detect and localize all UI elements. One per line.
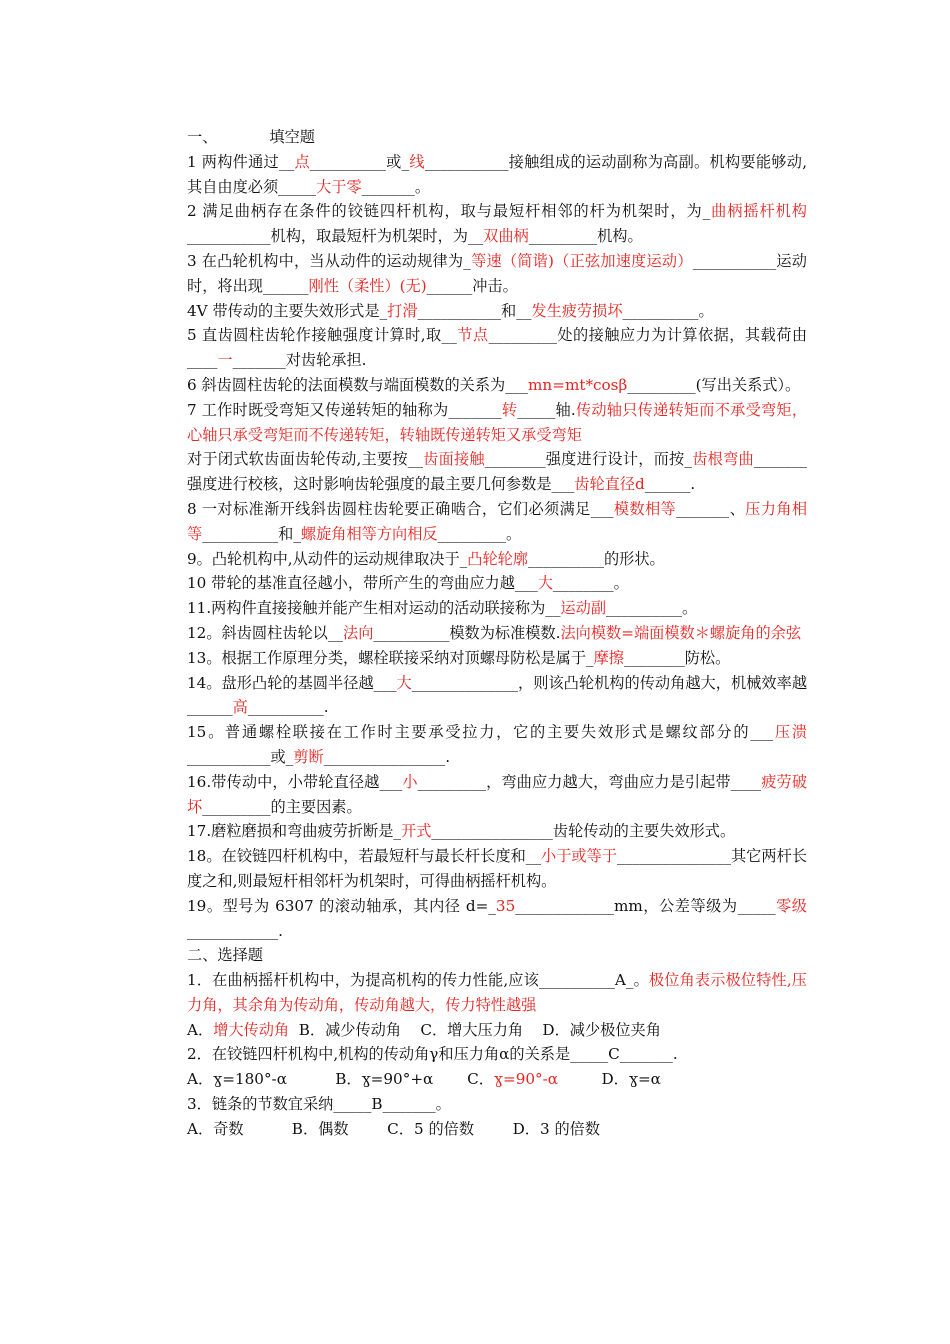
- question-text: 10 带轮的基准直径越小，带所产生的弯曲应力越___: [187, 574, 538, 593]
- fill-blank-item: [187, 447, 807, 497]
- question-text: 4V 带传动的主要失效形式是_: [187, 301, 388, 320]
- question-text: 8 一对标准渐开线斜齿圆柱齿轮要正确啮合，它们必须满足___: [187, 499, 614, 518]
- question-text: ___________或_: [187, 747, 294, 766]
- answer-text: 双曲柄: [483, 227, 529, 246]
- fill-blank-item: [187, 621, 807, 646]
- question-text: ___________运动时，将出现______: [187, 251, 807, 295]
- question-text: _______强度进行校核，这时影响齿轮强度的最主要几何参数是___: [187, 450, 808, 494]
- answer-text: 转: [501, 400, 518, 419]
- document-body: [187, 125, 807, 1142]
- question-text: ________强度进行设计，而按_: [484, 450, 693, 469]
- answer-text: 运动副: [560, 599, 607, 618]
- question-text: _________(写出关系式）。: [627, 375, 801, 394]
- fill-blank-item: [187, 547, 807, 572]
- question-text: ______.: [644, 475, 696, 494]
- fill-blank-item: [187, 844, 807, 894]
- question-text: _______。: [361, 177, 430, 196]
- question-text: 13。根据工作原理分类，螺栓联接采纳对顶螺母防松是属于_: [187, 648, 594, 667]
- question-text: A．奇数 B．偶数 C．5 的倍数 D．3 的倍数: [187, 1119, 601, 1138]
- question-text: 6 斜齿圆柱齿轮的法面模数与端面模数的关系为___: [187, 375, 529, 394]
- question-text: 12。斜齿圆柱齿轮以__: [187, 623, 344, 642]
- question-text: ________防松。: [623, 648, 731, 667]
- answer-text: 摩擦: [593, 648, 624, 667]
- fill-blank-item: [187, 199, 807, 249]
- question-text: __________的形状。: [528, 549, 665, 568]
- choice-options: [187, 1067, 807, 1092]
- question-text: 15。普通螺栓联接在工作时主要承受拉力，它的主要失效形式是螺纹部分的___: [187, 723, 774, 742]
- question-text: __________模数为标准模数.: [373, 623, 561, 642]
- section-heading-fill-blank: [187, 125, 807, 150]
- answer-text: 刚性（柔性）(无): [308, 276, 427, 295]
- fill-blank-item: [187, 819, 807, 844]
- section-heading-choice: 二、选择题: [187, 946, 263, 965]
- question-text: _______、: [676, 499, 746, 518]
- choice-questions: [187, 968, 807, 1142]
- question-text: 2．在铰链四杆机构中,机构的传动角γ和压力角α的关系是_____C_______.: [187, 1045, 678, 1064]
- fill-blank-item: [187, 323, 807, 373]
- question-text: 2 满足曲柄存在条件的铰链四杆机构，取与最短杆相邻的杆为机架时，为_: [187, 202, 711, 221]
- fill-blank-questions: [187, 150, 807, 944]
- fill-blank-item: [187, 373, 807, 398]
- answer-text: 凸轮轮廓: [467, 549, 529, 568]
- question-text: B．减少传动角 C．增大压力角 D．减少极位夹角: [289, 1020, 661, 1039]
- answer-text: 大于零: [316, 177, 362, 196]
- question-text: ________________.: [323, 747, 451, 766]
- question-text: _________，弯曲应力越大，弯曲应力是引起带____: [417, 772, 762, 791]
- answer-text: 传动轴只传递转矩而不承受弯矩，心轴只承受弯矩而不传递转矩，转轴既传递转矩又承受弯矩: [187, 400, 808, 444]
- question-text: 对于闭式软齿面齿轮传动,主要按__: [187, 450, 423, 469]
- answer-text: 大: [537, 574, 553, 593]
- question-text: 9。凸轮机构中,从动件的运动规律取决于_: [187, 549, 468, 568]
- section-title: 填空题: [269, 128, 315, 146]
- answer-text: 法向: [343, 623, 374, 642]
- question-text: 19。型号为 6307 的滚动轴承，其内径 d=_: [187, 896, 496, 915]
- answer-text: 等速（简谐)（正弦加速度运动）: [470, 251, 693, 270]
- answer-text: 一: [217, 351, 233, 370]
- question-text: 18。在铰链四杆机构中，若最短杆与最长杆长度和__: [187, 847, 541, 866]
- answer-text: 高: [232, 698, 248, 717]
- question-text: _______________其它两杆长度之和,则最短杆相邻杆为机架时，可得曲柄摇杆机构。: [187, 847, 808, 890]
- question-text: 16.带传动中，小带轮直径越___: [187, 772, 403, 791]
- fill-blank-item: [187, 596, 807, 621]
- fill-blank-item: [187, 720, 807, 770]
- fill-blank-item: [187, 646, 807, 671]
- question-text: 5 直齿圆柱齿轮作接触强度计算时,取__: [187, 326, 457, 345]
- answer-text: 大: [396, 673, 412, 692]
- question-text: 11.两构件直接接触并能产生相对运动的活动联接称为__: [187, 599, 561, 618]
- answer-text: 压溃: [773, 723, 807, 742]
- answer-text: 压力角相等: [187, 499, 808, 543]
- choice-question: [187, 1092, 807, 1117]
- fill-blank-item: [187, 299, 807, 324]
- question-text: _________。: [437, 524, 522, 543]
- fill-blank-item: [187, 497, 807, 547]
- choice-question: [187, 1042, 807, 1067]
- question-text: 3．链条的节数宜采纳_____B_______。: [187, 1095, 451, 1114]
- question-text: 14。盘形凸轮的基圆半径越___: [187, 673, 397, 692]
- answer-text: 疲劳破坏: [187, 772, 808, 816]
- question-text: A．: [187, 1020, 214, 1039]
- choice-options: [187, 1018, 807, 1043]
- question-text: __________。: [606, 599, 698, 618]
- answer-text: 模数相等: [613, 499, 677, 518]
- answer-text: 齿根弯曲: [692, 450, 754, 469]
- question-text: __________或_: [309, 152, 410, 171]
- fill-blank-item: [187, 894, 807, 944]
- answer-text: 发生疲劳损坏: [531, 301, 623, 320]
- question-text: ________________齿轮传动的主要失效形式。: [431, 822, 736, 841]
- answer-text: 齿轮直径d: [574, 475, 645, 494]
- question-text: __________。: [622, 301, 714, 320]
- answer-text: 剪断: [293, 747, 324, 766]
- question-text: A．ɣ=180°-α B．ɣ=90°+α C．: [187, 1070, 494, 1089]
- answer-text: 点: [294, 152, 310, 171]
- answer-text: 增大传动角: [213, 1020, 290, 1039]
- question-text: ___________接触组成的运动副称为高副。机构要能够动,其自由度必须_____: [187, 152, 808, 196]
- answer-text: 小: [402, 772, 418, 791]
- question-text: __________和_: [202, 524, 301, 543]
- answer-text: 35: [495, 896, 516, 915]
- question-text: ___________机构，取最短杆为机架时，为__: [187, 227, 484, 246]
- question-text: _________的主要因素。: [202, 797, 362, 816]
- question-text: ________。: [552, 574, 629, 593]
- answer-text: 零级: [775, 896, 807, 915]
- answer-text: 极位角表示极位特性,压力角，其余角为传动角，传动角越大，传力特性越强: [187, 971, 807, 1014]
- question-text: _____________mm，公差等级为_____: [515, 896, 776, 915]
- answer-text: 齿面接触: [422, 450, 485, 469]
- question-text: _________机构。: [528, 227, 643, 246]
- fill-blank-item: [187, 770, 807, 820]
- choice-question: [187, 968, 807, 1018]
- question-text: 1．在曲柄摇杆机构中，为提高机构的传力性能,应该__________A_。: [187, 971, 649, 990]
- question-text: _________处的接触应力为计算依据，其载荷由____: [187, 326, 808, 370]
- question-text: 1 两构件通过__: [187, 152, 295, 171]
- question-text: D．ɣ=α: [558, 1070, 661, 1089]
- answer-text: mn=mt*cosβ: [528, 375, 628, 394]
- fill-blank-item: [187, 398, 807, 448]
- answer-text: 法向模数=端面模数＊螺旋角的余弦: [560, 623, 802, 642]
- answer-text: 打滑: [387, 301, 418, 320]
- answer-text: 开式: [401, 822, 432, 841]
- question-text: ______冲击。: [426, 276, 518, 295]
- question-text: _____轴.: [517, 400, 576, 419]
- question-text: ____________.: [187, 921, 283, 940]
- question-text: 3 在凸轮机构中，当从动件的运动规律为_: [187, 251, 471, 270]
- question-text: ______________，则该凸轮机构的传动角越大，机械效率越______: [187, 673, 808, 717]
- section-number: 一、: [187, 128, 218, 146]
- question-text: ___________和__: [417, 301, 532, 320]
- answer-text: 线: [409, 152, 425, 171]
- answer-text: ɣ=90°-α: [493, 1070, 559, 1089]
- question-text: 7 工作时既受弯矩又传递转矩的轴称为_______: [187, 400, 502, 419]
- answer-text: 小于或等于: [540, 847, 618, 866]
- answer-text: 曲柄摇杆机构: [710, 202, 807, 221]
- answer-text: 螺旋角相等方向相反: [300, 524, 438, 543]
- fill-blank-item: [187, 150, 807, 200]
- fill-blank-item: [187, 249, 807, 299]
- answer-text: 节点: [456, 326, 489, 345]
- question-text: __________.: [247, 698, 329, 717]
- question-text: 17.磨粒磨损和弯曲疲劳折断是_: [187, 822, 401, 841]
- fill-blank-item: [187, 671, 807, 721]
- choice-options: [187, 1117, 807, 1142]
- fill-blank-item: [187, 571, 807, 596]
- question-text: _______对齿轮承担.: [232, 351, 367, 370]
